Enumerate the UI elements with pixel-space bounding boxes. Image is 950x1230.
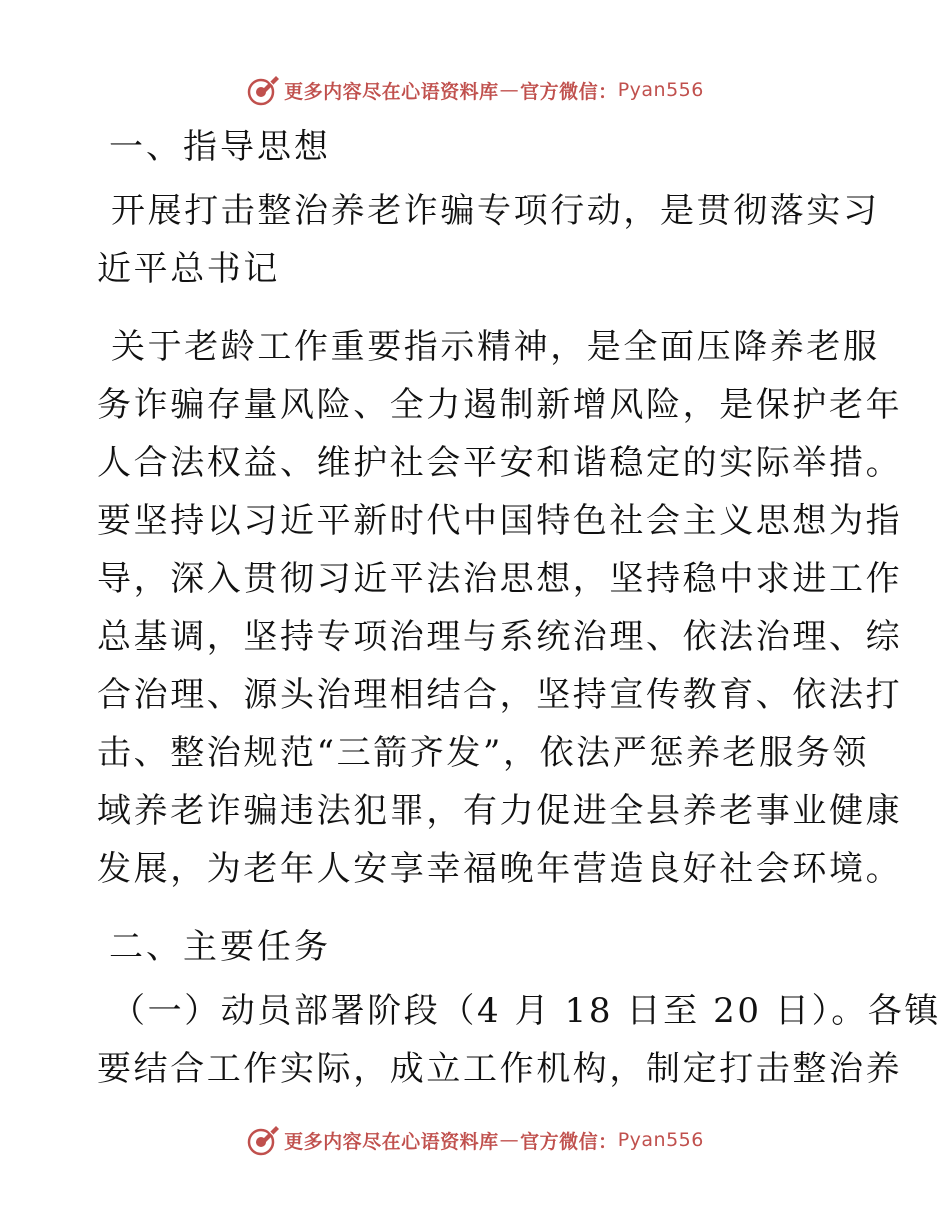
paragraph-2-line: 击、整治规范“三箭齐发”，依法严惩养老服务领	[97, 733, 869, 773]
watermark-separator: —	[499, 79, 520, 101]
watermark-official-label: 官方微信：	[520, 80, 618, 103]
paragraph-2-line: 合治理、源头治理相结合，坚持宣传教育、依法打	[97, 675, 903, 715]
watermark-brand: 更多内容尽在心语资料库	[284, 80, 499, 103]
paragraph-2-line: 人合法权益、维护社会平安和谐稳定的实际举措。	[97, 443, 903, 483]
paragraph-2-line: 总基调，坚持专项治理与系统治理、依法治理、综	[97, 617, 903, 657]
paragraph-1-line: 近平总书记	[97, 249, 280, 289]
watermark-wechat-id: Pyan556	[617, 1129, 704, 1151]
paragraph-3-line: 要结合工作实际，成立工作机构，制定打击整治养	[97, 1049, 903, 1089]
paragraph-2-line: 发展，为老年人安享幸福晚年营造良好社会环境。	[97, 849, 903, 889]
watermark-brand: 更多内容尽在心语资料库	[284, 1130, 499, 1153]
watermark-banner-bottom	[0, 1120, 950, 1160]
paragraph-2-line: 务诈骗存量风险、全力遏制新增风险，是保护老年	[97, 385, 903, 425]
paragraph-2-line: 要坚持以习近平新时代中国特色社会主义思想为指	[97, 501, 903, 541]
paragraph-2-line: 关于老龄工作重要指示精神，是全面压降养老服	[111, 327, 880, 367]
section-heading-2: 二、主要任务	[109, 927, 331, 967]
section-heading-1: 一、指导思想	[109, 127, 331, 167]
paragraph-3-line: （一）动员部署阶段（4 月 18 日至 20 日）。各镇	[111, 991, 941, 1031]
watermark-banner-top	[0, 70, 950, 110]
pen-logo-icon	[246, 1123, 280, 1157]
paragraph-2-line: 域养老诈骗违法犯罪，有力促进全县养老事业健康	[97, 791, 903, 831]
watermark-separator: —	[499, 1129, 520, 1151]
paragraph-2-line: 导，深入贯彻习近平法治思想，坚持稳中求进工作	[97, 559, 903, 599]
watermark-wechat-id: Pyan556	[617, 79, 704, 101]
pen-logo-icon	[246, 73, 280, 107]
watermark-official-label: 官方微信：	[520, 1130, 618, 1153]
paragraph-1-line: 开展打击整治养老诈骗专项行动，是贯彻落实习	[111, 191, 880, 231]
document-body	[97, 118, 941, 1098]
